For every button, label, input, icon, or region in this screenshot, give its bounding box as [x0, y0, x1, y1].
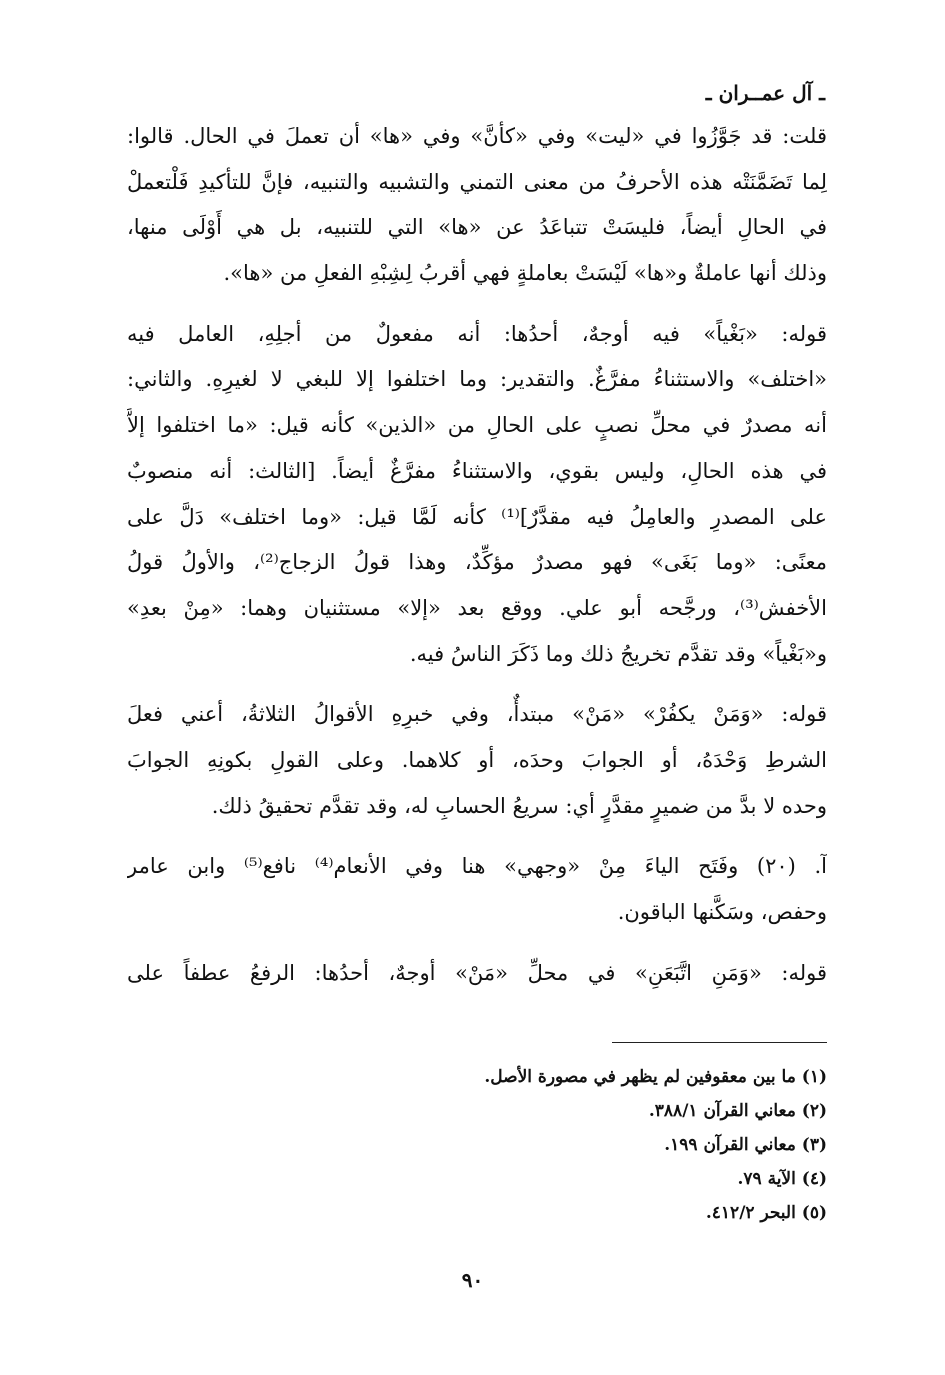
footnote-2: (٢) معاني القرآن ٣٨٨/١.: [648, 1101, 827, 1121]
footnotes: [127, 1060, 827, 1230]
text-line: أنه مصدرٌ في محلِّ نصبٍ على الحالِ من «الذين» كأنه قيل: «ما اختلفوا إلاَّ: [127, 413, 827, 438]
paragraph: [127, 312, 827, 678]
footnote-5: (٥) البحر ٤١٢/٢.: [705, 1203, 827, 1223]
text-line: في هذه الحالِ، وليس بقوي، والاستثناءُ مفرَّغٌ أيضاً. [الثالث: أنه منصوبٌ: [127, 458, 827, 483]
text-line: على المصدرِ والعامِلُ فيه مقدَّرٌ]⁽¹⁾ كأنه لَمَّا قيل: «وما اختلف» دَلَّ على: [127, 504, 827, 529]
text-line: في الحالِ أيضاً، فليسَتْ تتباعَدُ عن «ها» التي للتنبيه، بل هي أَوْلَى منها،: [127, 215, 827, 240]
text-line: لِما تَضَمَّنَتْه هذه الأحرفُ من معنى التمني والتشبيه والتنبيه، فإنَّ للتأكيدِ فَلْتعملْ: [127, 169, 827, 194]
text-line: وحفص، وسَكَّنها الباقون.: [617, 900, 827, 924]
text-line: وحده لا بدَّ من ضميرٍ مقدَّرٍ أي: سريعُ الحسابِ له، وقد تقدَّم تحقيقُ ذلك.: [211, 793, 827, 818]
paragraph: [127, 951, 827, 997]
text-line: قوله: «وَمَنِ اتَّبَعَنِ» في محلِّ «مَنْ» أوجهٌ، أحدُها: الرفعُ عطفاً على: [127, 960, 827, 985]
text-line: الشرطِ وَحْدَهُ، أو الجوابَ وحدَه، أو كلاهما. وعلى القولِ بكونِهِ الجوابَ: [127, 747, 827, 772]
text-line: قلت: قد جَوَّزُوا في «ليت» وفي «كأنَّ» وفي «ها» أن تعملَ في الحال. قالوا:: [127, 124, 827, 148]
footnote-1: (١) ما بين معقوفين لم يظهر في مصورة الأصل.: [484, 1067, 827, 1087]
running-header: ـ آل عمــران ـ: [705, 81, 825, 105]
paragraph: [127, 692, 827, 829]
text-line: قوله: «وَمَنْ يكفُرْ» «مَنْ» مبتدأٌ، وفي خبرِهِ الأقوالُ الثلاثةُ، أعني فعلَ: [127, 702, 827, 727]
text-line: و«بَغْياً» وقد تقدَّم تخريجُ ذلك وما ذَكَرَ الناسُ فيه.: [409, 641, 827, 666]
text-line: الأخفش⁽³⁾، ورجَّحه أبو علي. ووقع بعد «إلا» مستثنيان وهما: «مِنْ بعدِ»: [127, 595, 827, 620]
main-text: [127, 114, 827, 1011]
footnote-4: (٤) الآية ٧٩.: [737, 1169, 827, 1189]
text-line: «اختلف» والاستثناءُ مفرَّغٌ. والتقدير: وما اختلفوا إلا للبغي لا لغيرِهِ. والثاني:: [127, 367, 827, 392]
paragraph: [127, 114, 827, 297]
text-line: آ. (٢٠) وفَتَح الياءَ مِنْ «وجهي» هنا وفي الأنعام⁽⁴⁾ نافع⁽⁵⁾ وابن عامر: [127, 854, 827, 879]
text-line: وذلك أنها عاملةٌ و«ها» لَيْسَتْ بعاملةٍ فهي أقربُ لِشِبْهِ الفعلِ من «ها».: [223, 261, 827, 286]
page-number: ٩٠: [461, 1268, 484, 1292]
footnote-3: (٣) معاني القرآن ١٩٩.: [664, 1135, 827, 1155]
text-line: قوله: «بَغْياً» فيه أوجهٌ، أحدُها: أنه مفعولٌ من أجلِهِ، العامل فيه: [127, 321, 827, 346]
text-line: معنًى: «وما بَغَى» فهو مصدرٌ مؤكِّدٌ، وهذا قولُ الزجاج⁽²⁾، والأولُ قولُ: [127, 550, 827, 575]
paragraph: [127, 844, 827, 935]
footnote-separator: [612, 1042, 827, 1043]
